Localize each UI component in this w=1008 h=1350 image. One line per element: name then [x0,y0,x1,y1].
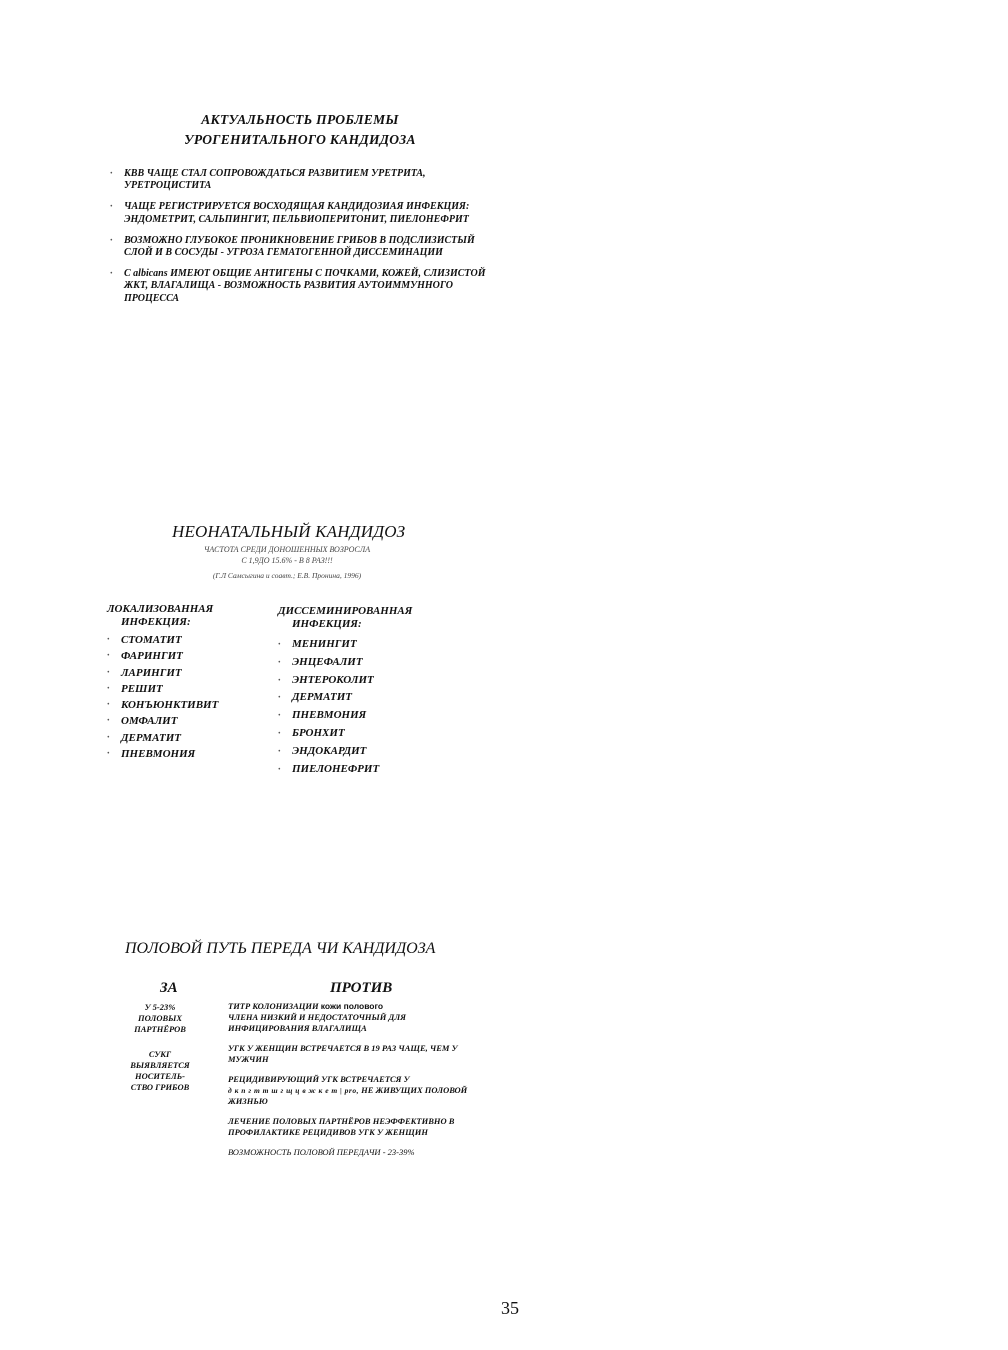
bullet-icon: · [107,748,110,760]
bullet-icon: · [107,666,110,678]
bullet-icon: · [278,763,281,775]
list-item: · КВВ ЧАЩЕ СТАЛ СОПРОВОЖДАТЬСЯ РАЗВИТИЕМ УРЕТРИТА, УРЕТРОЦИСТИТА [110,168,426,192]
list-item: · ПИЕЛОНЕФРИТ [278,761,458,779]
bullet-icon: · [107,699,110,711]
list-item: · РЕШИТ [107,681,267,697]
list-item: · ЭНЦЕФАЛИТ [278,654,458,672]
disseminated-list [278,636,458,778]
disseminated-infection-column [278,605,458,778]
localized-list [107,632,267,762]
protiv-paragraph-1: ТИТР КОЛОНИЗАЦИИ кожи полового ЧЛЕНА НИЗКИЙ И НЕДОСТАТОЧНЫЙ ДЛЯ ИНФИЦИРОВАНИЯ ВЛАГАЛИЩА [228,1001,407,1033]
bullet-icon: · [278,710,281,722]
disseminated-heading: ДИССЕМИНИРОВАННАЯ ИНФЕКЦИЯ: [278,605,413,630]
list-item: · ДЕРМАТИТ [107,730,267,746]
list-item: · ФАРИНГИТ [107,648,267,664]
bullet-icon: · [278,727,281,739]
protiv-paragraph-2: УГК У ЖЕНЩИН ВСТРЕЧАЕТСЯ В 19 РАЗ ЧАЩЕ, ЧЕМ У МУЖЧИН [228,1043,458,1064]
localized-heading: ЛОКАЛИЗОВАННАЯ ИНФЕКЦИЯ: [107,603,214,628]
bullet-icon: · [278,639,281,650]
bullet-icon: · [110,201,113,213]
protiv-paragraph-3: РЕЦИДИВИРУЮЩИЙ УГК ВСТРЕЧАЕТСЯ У д к п г т т ш г щ ц в ж к е т | pro, НЕ ЖИВУЩИХ ПОЛОВОЙ ЖИЗНЬЮ [228,1074,468,1106]
list-item: · ЛАРИНГИТ [107,665,267,681]
list-item: · ЭНТЕРОКОЛИТ [278,672,458,690]
list-item: · ОМФАЛИТ [107,713,267,729]
protiv-paragraph-5: ВОЗМОЖНОСТЬ ПОЛОВОЙ ПЕРЕДАЧИ - 23-39% [228,1147,415,1157]
list-item: · ЭНДОКАРДИТ [278,743,458,761]
bullet-icon: · [278,674,281,686]
list-item: · БРОНХИТ [278,725,458,743]
bullet-icon: · [107,682,110,694]
bullet-icon: · [110,168,113,179]
bullet-icon: · [107,715,110,727]
bullet-icon: · [110,268,113,280]
section1-bullet-list [110,168,490,314]
bullet-icon: · [110,234,113,246]
protiv-block [228,1001,488,1167]
section1-title-line2: УРОГЕНИТАЛЬНОГО КАНДИДОЗА [184,132,416,147]
section2-subtitle-line1: ЧАСТОТА СРЕДИ ДОНОШЕННЫХ ВОЗРОСЛА [203,545,371,554]
list-item: · ДЕРМАТИТ [278,689,458,707]
section2-title: НЕОНАТАЛЬНЫЙ КАНДИДОЗ [172,522,406,541]
section2-subtitle-line2: С 1,9ДО 15.6% - В 8 РАЗ!!! [241,556,333,565]
bullet-icon: · [107,634,110,645]
localized-infection-column [107,603,267,762]
section2-subtitle [172,544,402,566]
bullet-icon: · [107,731,110,743]
bullet-icon: · [278,656,281,668]
list-item: · ПНЕВМОНИЯ [278,707,458,725]
bullet-icon: · [107,650,110,662]
section1-title [150,110,450,150]
list-item: · ВОЗМОЖНО ГЛУБОКОЕ ПРОНИКНОВЕНИЕ ГРИБОВ В ПОДСЛИЗИСТЫЙ СЛОЙ И В СОСУДЫ - УГРОЗА ГЕМАТОГЕННОЙ ДИССЕМИНАЦИИ [110,234,475,259]
page-number: 35 [501,1298,519,1318]
list-item: · КОНЪЮНКТИВИТ [107,697,267,713]
list-item: · ПНЕВМОНИЯ [107,746,267,762]
list-item: · С albicans ИМЕЮТ ОБЩИЕ АНТИГЕНЫ С ПОЧКАМИ, КОЖЕЙ, СЛИЗИСТОЙ ЖКТ, ВЛАГАЛИЩА - ВОЗМОЖНОСТЬ РАЗВИТИЯ АУТОИММУННОГО ПРОЦЕССА [110,268,486,304]
za-block-2: СУКГ ВЫЯВЛЯЕТСЯ НОСИТЕЛЬ- СТВО ГРИБОВ [130,1049,190,1092]
protiv-paragraph-4: ЛЕЧЕНИЕ ПОЛОВЫХ ПАРТНЁРОВ НЕЭФФЕКТИВНО В ПРОФИЛАКТИКЕ РЕЦИДИВОВ УГК У ЖЕНЩИН [228,1116,455,1137]
section2-citation: (Г.Л Самсыгина и соавт.; Е.В. Пронина, 1996) [212,571,362,580]
section1-title-line1: АКТУАЛЬНОСТЬ ПРОБЛЕМЫ [201,112,399,127]
protiv-heading: ПРОТИВ [330,980,393,996]
list-item: · МЕНИНГИТ [278,636,458,654]
za-block-1: У 5-23% ПОЛОВЫХ ПАРТНЁРОВ [134,1002,186,1034]
bullet-icon: · [278,745,281,757]
bullet-icon: · [278,692,281,704]
list-item: · ЧАЩЕ РЕГИСТРИРУЕТСЯ ВОСХОДЯЩАЯ КАНДИДОЗИАЯ ИНФЕКЦИЯ: ЭНДОМЕТРИТ, САЛЬПИНГИТ, ПЕЛЬВИОПЕРИТОНИТ, ПИЕЛОНЕФРИТ [110,201,470,225]
list-item: · СТОМАТИТ [107,632,267,648]
section3-title: ПОЛОВОЙ ПУТЬ ПЕРЕДА ЧИ КАНДИДОЗА [125,940,436,957]
za-heading: ЗА [160,980,178,996]
